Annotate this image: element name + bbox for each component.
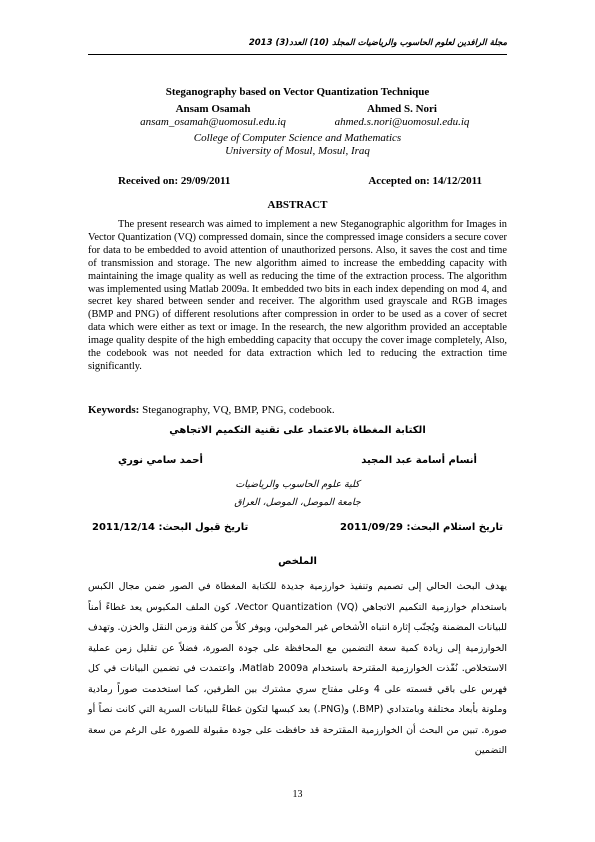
journal-header: مجلة الرافدين لعلوم الحاسوب والرياضيات المجلد (10) العدد(3) 2013 — [248, 38, 507, 48]
arabic-affiliation-college: كلية علوم الحاسوب والرياضيات — [235, 479, 360, 490]
keywords-list: Steganography, VQ, BMP, PNG, codebook. — [142, 404, 335, 416]
arabic-received-date: تاريخ استلام البحث: 2011/09/29 — [340, 522, 503, 533]
page-number: 13 — [292, 789, 303, 800]
author-2-name: Ahmed S. Nori — [367, 103, 437, 115]
arabic-abstract-text: يهدف البحث الحالي إلى تصميم وتنفيذ خوارزمية جديدة للكتابة المغطاة في الصور ضمن مجال الكبس باستخدام خوارزمية التكميم الاتجاهي (Vector Quantization (VQ، كون الملف المكبوس يعد غطاءً أمناً للبيانات المضمنة ويُجنّب إثارة انتباه الأشخاص غير المخولين، ويوفر كلاً من كلفة وزمن النقل والخزن. وتهدف الخوارزمية إلى زيادة كمية سعة التضمين مع المحافظة على جودة الصورة، فضلاً عن تقليل زمن عملية الاستخلاص. نُفّذت الخوارزمية المقترحة باستخدام Matlab 2009a، واعتمدت في تضمين البيانات في كل فهرس على باقي قسمته على 4 وعلى مفتاح سري مشترك بين الطرفين، كما استخدمت صوراً رمادية وملونة بأبعاد مختلفة وبامتدادي (BMP.) و(PNG.) بعد كبسها لتكون غطاءً للبيانات السرية التي كانت نصاً أو صورة. تبين من البحث أن الخوارزمية المقترحة قد حافظت على جودة مقبولة للصورة على الرغم من سعة التضمين — [88, 581, 508, 756]
accepted-date: Accepted on: 14/12/2011 — [368, 175, 482, 187]
arabic-affiliation — [0, 476, 595, 512]
author-2-email: ahmed.s.nori@uomosul.edu.iq — [334, 116, 470, 128]
header-divider — [88, 54, 507, 55]
author-2 — [307, 103, 497, 129]
arabic-author-2: أحمد سامي نوري — [118, 455, 203, 466]
affiliation-university: University of Mosul, Mosul, Iraq — [225, 145, 370, 157]
arabic-accepted-date: تاريخ قبول البحث: 2011/12/14 — [92, 522, 249, 533]
author-1 — [118, 103, 308, 129]
received-date: Received on: 29/09/2011 — [118, 175, 231, 187]
arabic-author-1: أنسام أسامة عبد المجيد — [361, 455, 477, 466]
abstract-heading: ABSTRACT — [267, 199, 328, 211]
arabic-abstract-heading: الملخص — [278, 556, 317, 567]
author-1-email: ansam_osamah@uomosul.edu.iq — [140, 116, 286, 128]
author-1-name: Ansam Osamah — [175, 103, 251, 115]
paper-title: Steganography based on Vector Quantization Technique — [165, 86, 430, 98]
dates-english — [118, 175, 482, 187]
keywords — [88, 404, 507, 416]
keywords-label: Keywords: — [88, 404, 140, 416]
arabic-title: الكتابة المغطاة بالاعتماد على تقنية التكميم الاتجاهي — [169, 425, 426, 436]
arabic-affiliation-university: جامعة الموصل، الموصل، العراق — [234, 497, 361, 508]
affiliation-college: College of Computer Science and Mathematics — [193, 132, 402, 144]
abstract-text: The present research was aimed to implement a new Steganographic algorithm for Images in Vector Quantization (VQ) compressed domain, since the compressed image considers a secure cover for data to be embedded to avoid attention of unauthorized persons. Also, it saves the cost and time of transmission and storage. The new algorithm aimed to increase the embedding capacity with maintaining the image quality as well as reducing the time of the extraction process. The algorithm was implemented using Matlab 2009a. It embedded two bits in each index depending on mod 4, and secret key shared between sender and receiver. The algorithm used grayscale and RGB images (BMP and PNG) of different resolutions after compression in order to be used as a cover of secret data which were either as text or image. In the research, the new algorithm provided an acceptable image quality despite of the high embedding capacity that occupy the cover image completely, Also, the codebook was not needed for data extraction which led to reducing the extraction time significantly. — [88, 219, 507, 372]
affiliation — [0, 132, 595, 158]
